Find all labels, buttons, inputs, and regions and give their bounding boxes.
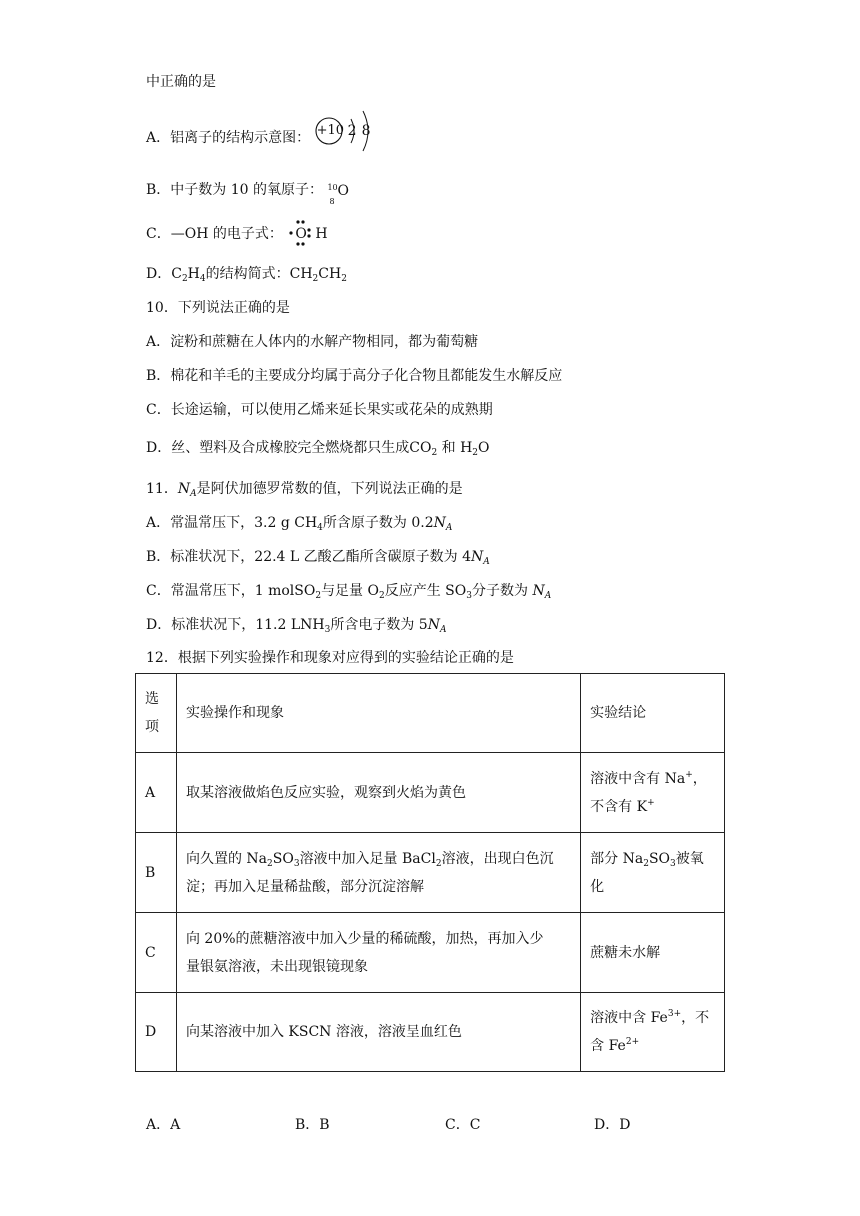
q11-b-text: B．标准状况下，22.4 L 乙酸乙酯所含碳原子数为 4	[146, 549, 472, 565]
q12-stem: 12．根据下列实验操作和现象对应得到的实验结论正确的是	[146, 650, 514, 666]
row-c-operation: 向 20%的蔗糖溶液中加入少量的稀硫酸，加热，再加入少 量银氨溶液，未出现银镜现象	[176, 913, 580, 993]
q11-option-d: D．标准状况下，11.2 $LNH_3$所含电子数为 $5N_A$	[146, 617, 447, 635]
table-row	[136, 993, 725, 1072]
atomic-number: 8	[329, 197, 335, 206]
element-symbol: O	[337, 183, 349, 199]
q10-option-c: C．长途运输，可以使用乙烯来延长果实或花朵的成熟期	[146, 402, 493, 418]
q11-stem	[146, 479, 463, 499]
row-b-option: B	[136, 833, 177, 913]
hydroxyl-electron-formula	[287, 224, 327, 244]
nucleus-charge: +10	[316, 123, 345, 138]
row-b-operation: 向久置的 $Na_2SO_3$溶液中加入足量 BaCl$_2$溶液，出现白色沉 淀；再加入足量稀盐酸，部分沉淀溶解	[176, 833, 580, 913]
q9-option-c	[146, 224, 327, 244]
q11-a-text: A．常温常压下，3.2 g CH	[146, 515, 318, 531]
q10-stem: 10．下列说法正确的是	[146, 300, 290, 316]
q9-b-label: B．中子数为 10 的氧原子：	[146, 182, 324, 198]
q11-c-text3: 反应产生 SO	[384, 583, 467, 599]
q9-option-b	[146, 180, 349, 206]
q11-a-text2: 所含原子数为 0.2	[322, 515, 434, 531]
q10-option-b: B．棉花和羊毛的主要成分均属于高分子化合物且都能发生水解反应	[146, 368, 563, 384]
mass-number: 10	[327, 183, 338, 192]
hydrogen-symbol: H	[315, 226, 328, 242]
q9-d-label: D．C	[146, 266, 182, 282]
choice-a: A．A	[146, 1117, 181, 1133]
oxygen-isotope-notation	[327, 180, 349, 206]
q11-c-text: C．常温常压下，1 molSO	[146, 583, 316, 599]
q9-c-label: C．—OH 的电子式：	[146, 226, 283, 242]
row-d-conclusion: 溶液中含 $Fe^{3+}$，不 含 $Fe^{2+}$	[581, 993, 725, 1072]
experiment-table	[135, 673, 725, 1072]
q11-c-text4: 分子数为	[472, 583, 533, 599]
choice-b: B．B	[295, 1117, 330, 1133]
q9-option-d: D．$C_2H_4$的结构简式：$CH_2CH_2$	[146, 266, 347, 284]
q10-option-a: A．淀粉和蔗糖在人体内的水解产物相同，都为葡萄糖	[146, 334, 479, 350]
q11-option-a: A．常温常压下，3.2 g $CH_4$所含原子数为 $0.2N_A$	[146, 515, 453, 533]
q11-number: 11．	[146, 481, 178, 497]
q10-option-d: D．丝、塑料及合成橡胶完全燃烧都只生成$CO_2$ 和 $H_2O$	[146, 440, 490, 458]
table-header-row	[136, 674, 725, 753]
q11-option-b: B．标准状况下，22.4 L 乙酸乙酯所含碳原子数为 $4N_A$	[146, 549, 490, 567]
oxygen-symbol: O	[295, 226, 307, 242]
row-a-operation: 取某溶液做焰色反应实验，观察到火焰为黄色	[176, 753, 580, 833]
q11-stem-rest: 是阿伏加德罗常数的值，下列说法正确的是	[196, 481, 463, 497]
q9-option-a	[146, 121, 381, 155]
row-d-operation: 向某溶液中加入 KSCN 溶液，溶液呈血红色	[176, 993, 580, 1072]
table-row	[136, 833, 725, 913]
shell-2-count: 8	[361, 123, 371, 139]
q11-na-sub: A	[190, 489, 197, 499]
table-row	[136, 753, 725, 833]
header-conclusion: 实验结论	[581, 674, 725, 753]
row-d-option: D	[136, 993, 177, 1072]
q9-stem-tail: 中正确的是	[146, 74, 216, 90]
table-row	[136, 913, 725, 993]
q11-c-text2: 与足量 O	[321, 583, 379, 599]
q11-d-text2: 所含电子数为 5	[330, 617, 428, 633]
row-c-conclusion: 蔗糖未水解	[581, 913, 725, 993]
row-a-conclusion: 溶液中含有 Na+， 不含有 K+	[581, 753, 725, 833]
q11-d-text: D．标准状况下，11.2 LNH	[146, 617, 325, 633]
header-option: 选 项	[136, 674, 177, 753]
header-operation: 实验操作和现象	[176, 674, 580, 753]
row-a-option: A	[136, 753, 177, 833]
shell-1-count: 2	[347, 123, 357, 139]
q9-d-tail2: CH	[318, 266, 342, 282]
aluminum-ion-diagram	[315, 107, 381, 155]
q10-d-text: D．丝、塑料及合成橡胶完全燃烧都只生成	[146, 440, 410, 456]
choice-c: C．C	[445, 1117, 481, 1133]
q9-a-label: A．铝离子的结构示意图：	[146, 130, 311, 146]
row-b-conclusion: 部分 $Na_2SO_3$被氧 化	[581, 833, 725, 913]
q11-option-c: C．常温常压下，1 molSO$_2$与足量 $O_2$反应产生 $SO_3$分子数为 $N_A$	[146, 583, 552, 601]
choice-d: D．D	[594, 1117, 631, 1133]
q11-na: N	[177, 481, 191, 497]
q9-d-tail: 的结构简式：CH	[205, 266, 313, 282]
row-c-option: C	[136, 913, 177, 993]
